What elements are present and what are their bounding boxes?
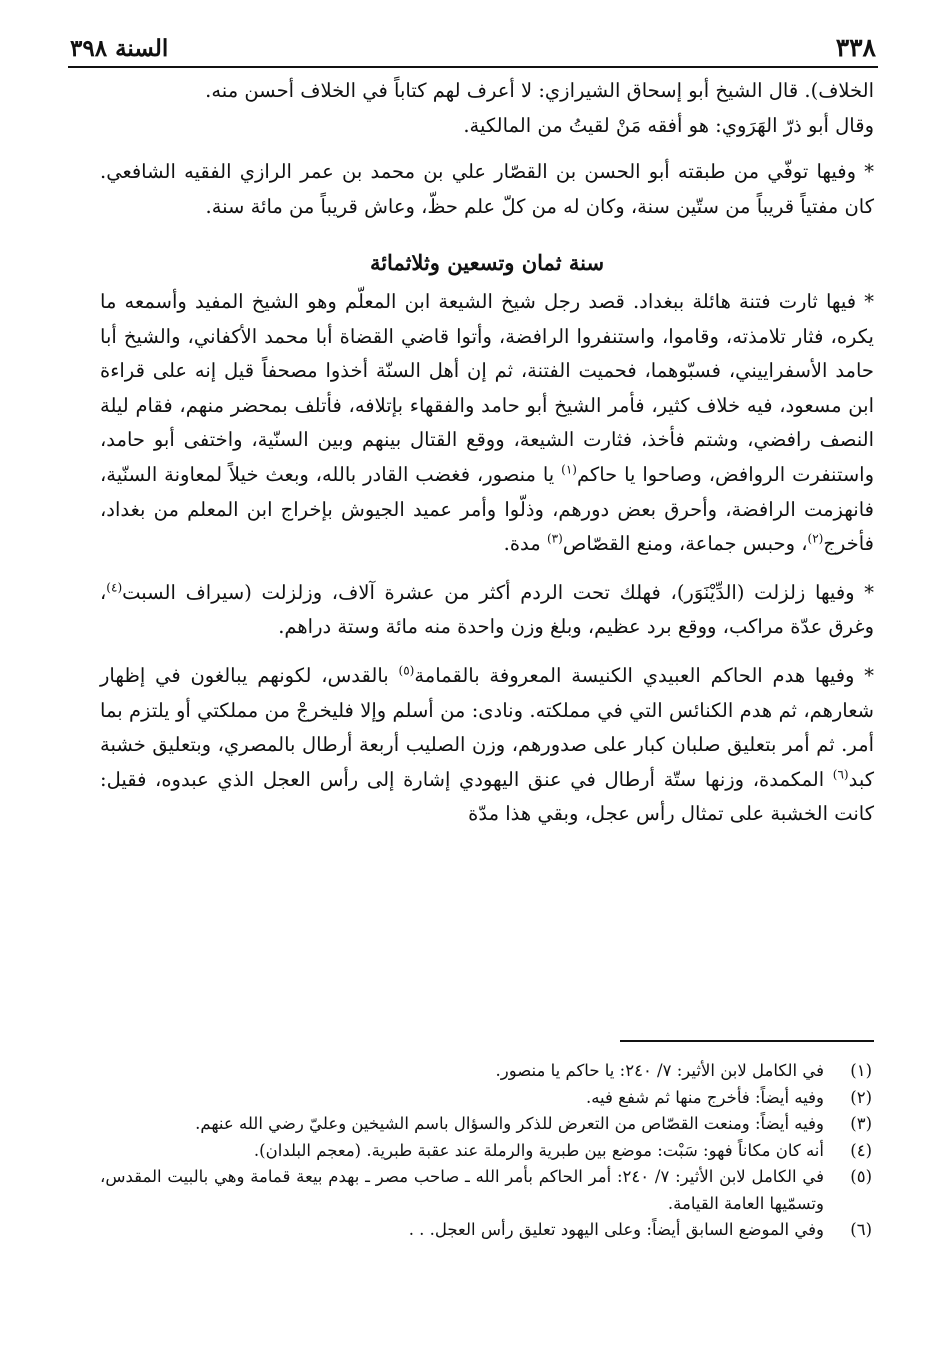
paragraph-5-part-b: بالقدس، لكونهم يبالغون في إظهار شعارهم، ثم هدم الكنائس التي في مملكته. ونادى: من أسلم وإلا فليخرجْ من مملكتي أو يلتزم بما أمر. ثم أمر بتعليق صلبان كبار على صدورهم، وزن الصليب أربعة أرطال بالمصري، وبتعليق خشبة كبد [100, 663, 874, 791]
paragraph-4-part-b: ، وغرق عدّة مراكب، ووقع برد عظيم، وبلغ وزن واحدة منه مائة وستة دراهم. [100, 580, 874, 639]
footnote-number: (١) [850, 1061, 872, 1080]
footnote [100, 1058, 872, 1085]
footnote-ref-2[interactable]: (٢) [807, 531, 824, 546]
footnote-text: وفيه أيضاً: ومنعت القصّاص من التعرض للذكر والسؤال باسم الشيخين وعليّ رضي الله عنهم. [195, 1114, 824, 1133]
main-text [100, 74, 874, 832]
footnote-ref-5[interactable]: (٥) [398, 663, 415, 678]
page-number: ٣٣٨ [835, 33, 876, 62]
footnote-number: (٦) [850, 1220, 872, 1239]
footnote-text: وفيه أيضاً: فأخرج منها ثم شفع فيه. [585, 1087, 824, 1107]
paragraph-3-part-a: * فيها ثارت فتنة هائلة ببغداد. قصد رجل شيخ الشيعة ابن المعلّم وهو الشيخ المفيد وأسمعه ما يكره، فثار تلامذته، وقاموا، واستنفروا الرافضة، وأتوا قاضي القضاة أبا محمد الأكفاني، والشيخ أبا حامد الأسفراييني، فسبّوهما، فحميت الفتنة، ثم إن أهل السنّة أخذوا مصحفاً قيل إنه على قراءة ابن مسعود، فيه خلاف كثير، فأمر الشيخ أبو حامد والفقهاء بإتلافه، فأتلف بمحضر منهم، فقام ليلة النصف رافضي، وشتم فأخذ، فثارت الشيعة، ووقع القتال بينهم وبين السنّية، واختفى أبو حامد، واستنفرت الروافض، وصاحوا يا حاكم [100, 289, 874, 486]
footnote [100, 1085, 872, 1112]
footnote-ref-4[interactable]: (٤) [106, 580, 123, 595]
footnote-number: (٣) [850, 1114, 872, 1133]
section-title: سنة ثمان وتسعين وثلاثمائة [369, 250, 605, 276]
footnote-number: (٤) [850, 1140, 872, 1160]
footnote-ref-3[interactable]: (٣) [546, 531, 563, 546]
footnotes [100, 1058, 872, 1244]
footnote-number: (٢) [850, 1087, 872, 1107]
paragraph-2: * وفيها توفّي من طبقته أبو الحسن بن القصّار علي بن محمد بن عمر الرازي الفقيه الشافعي. كان مفتياً قريباً من ستّين سنة، وكان له من كلّ علم حظّ، وعاش قريباً من مائة سنة. [100, 160, 874, 218]
footnote-rule [620, 1040, 874, 1042]
footnote-number: (٥) [850, 1167, 872, 1186]
paragraph-3-part-b: يا منصور، فغضب القادر بالله، وبعث خيلاً لمعاونة السنّية، فانهزمت الرافضة، وأحرق بعض دورهم، وذلّوا وأمر عميد الجيوش بإخراج ابن المعلم من بغداد، فأخرج [100, 462, 874, 556]
paragraph-5-part-c: المكمدة، وزنها ستّة أرطال في عنق اليهودي إشارة إلى رأس العجل الذي عبدوه، فقيل: كانت الخشبة على تمثال رأس عجل، وبقي هذا مدّة [100, 767, 874, 826]
paragraph-1-line-1: الخلاف). قال الشيخ أبو إسحاق الشيرازي: لا أعرف لهم كتاباً في الخلاف أحسن منه. [205, 79, 874, 102]
paragraph-3 [100, 285, 874, 562]
paragraph-4 [100, 576, 874, 645]
paragraph-1-line-2: وقال أبو ذرّ الهَرَوي: هو أفقه مَنْ لقيتُ من المالكية. [463, 113, 874, 137]
footnote-text: وفي الموضع السابق أيضاً: وعلى اليهود تعليق رأس العجل. . . [408, 1220, 824, 1239]
footnote-text: في الكامل لابن الأثير: ٧/ ٢٤٠: أمر الحاكم بأمر الله ـ صاحب مصر ـ بهدم بيعة قمامة وهي بالبيت المقدس، وتسمّيها العامة القيامة. [100, 1167, 824, 1213]
footnote-text: أنه كان مكاناً فهو: سَبْت: موضع بين طبرية والرملة عند عقبة طبرية. (معجم البلدان). [253, 1140, 824, 1160]
footnote [100, 1138, 872, 1165]
paragraph-5 [100, 659, 874, 832]
paragraph-3-part-c: ، وحبس جماعة، ومنع القصّاص [562, 532, 808, 556]
page-header [70, 22, 876, 62]
footnote-text: في الكامل لابن الأثير: ٧/ ٢٤٠: يا حاكم يا منصور. [495, 1061, 824, 1080]
footnote-ref-6[interactable]: (٦) [832, 767, 849, 782]
paragraph-4-part-a: * وفيها زلزلت (الدِّيْنَوَر)، فهلك تحت الردم أكثر من عشرة آلاف، وزلزلت (سيراف السبت [122, 580, 874, 604]
footnote [100, 1217, 872, 1244]
footnote [100, 1164, 872, 1217]
paragraph-5-part-a: * وفيها هدم الحاكم العبيدي الكنيسة المعروفة بالقمامة [414, 663, 874, 687]
paragraph-3-part-d: مدة. [503, 532, 547, 556]
running-title: السنة ٣٩٨ [70, 35, 169, 62]
footnote [100, 1111, 872, 1138]
footnote-ref-1[interactable]: (١) [561, 462, 577, 477]
header-rule [68, 66, 878, 68]
